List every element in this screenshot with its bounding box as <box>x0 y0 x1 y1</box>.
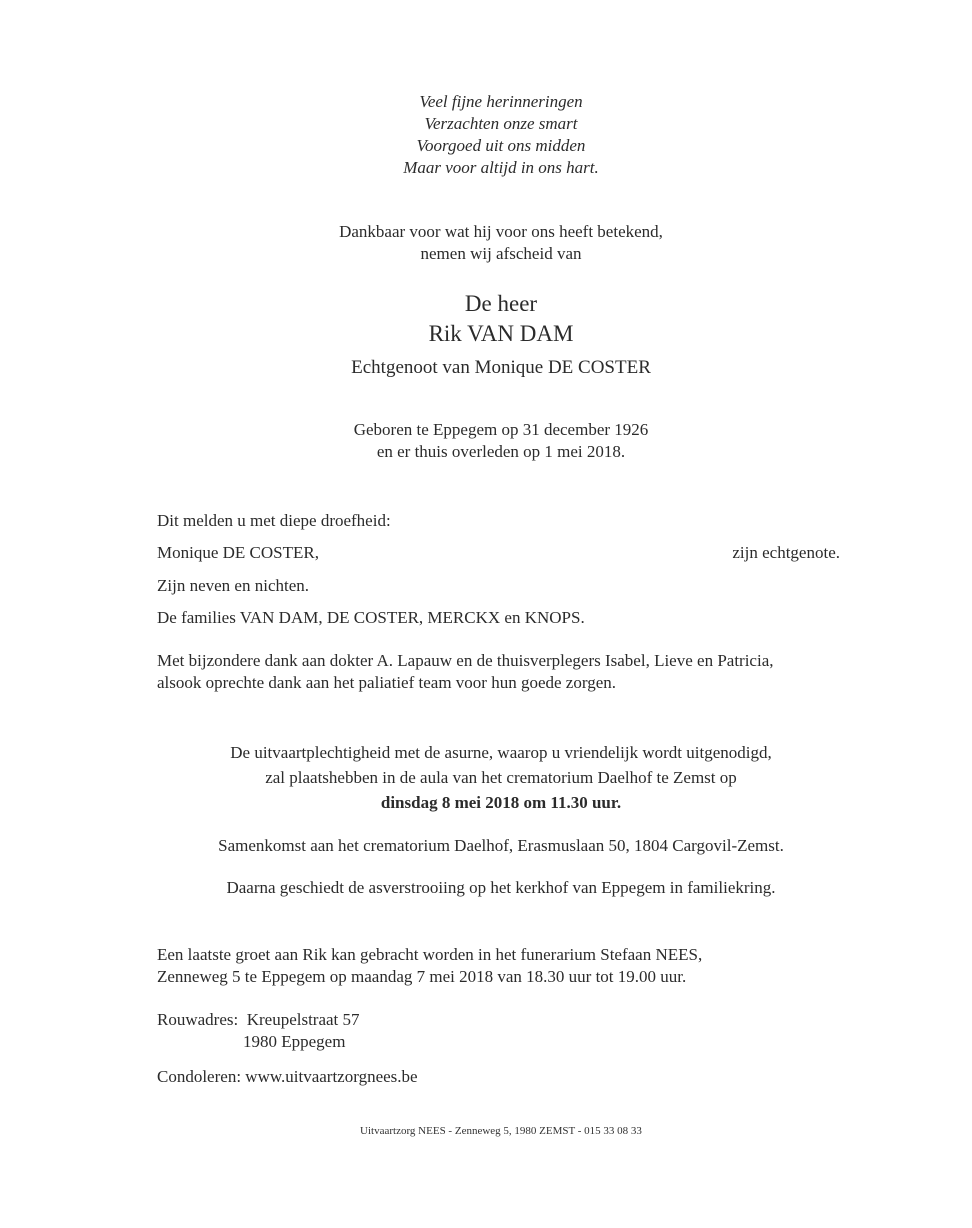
announce-heading: Dit melden u met diepe droefheid: <box>157 511 391 530</box>
thanks <box>157 650 774 694</box>
address-street: Kreupelstraat 57 <box>246 1010 360 1029</box>
birth-death <box>0 419 972 463</box>
poem-line: Veel fijne herinneringen <box>419 92 583 111</box>
address-label: Rouwadres: <box>157 1010 239 1029</box>
farewell <box>157 944 702 988</box>
deceased-title: De heer <box>464 291 538 316</box>
ceremony <box>0 740 972 815</box>
death-line: en er thuis overleden op 1 mei 2018. <box>376 442 626 461</box>
ceremony-line: De uitvaartplechtigheid met de asurne, waarop u vriendelijk wordt uitgenodigd, <box>230 743 772 762</box>
spouse-role: zijn echtgenote. <box>732 543 840 562</box>
scattering: Daarna geschiedt de asverstrooiing op het kerkhof van Eppegem in familiekring. <box>226 878 776 897</box>
thanks-line: Met bijzondere dank aan dokter A. Lapauw en de thuisverplegers Isabel, Lieve en Patricia, <box>157 651 774 670</box>
footer: Uitvaartzorg NEES - Zenneweg 5, 1980 ZEMST - 015 33 08 33 <box>360 1125 642 1137</box>
deceased-name: Rik VAN DAM <box>428 321 574 346</box>
families: De families VAN DAM, DE COSTER, MERCKX en KNOPS. <box>157 608 585 627</box>
gathering: Samenkomst aan het crematorium Daelhof, Erasmuslaan 50, 1804 Cargovil-Zemst. <box>218 836 784 855</box>
birth-line: Geboren te Eppegem op 31 december 1926 <box>353 420 649 439</box>
spouse-name: Monique DE COSTER, <box>157 543 319 562</box>
address-city: 1980 Eppegem <box>243 1032 346 1051</box>
intro-line: nemen wij afscheid van <box>420 244 582 263</box>
deceased-spouse: Echtgenoot van Monique DE COSTER <box>351 357 651 378</box>
ceremony-date: dinsdag 8 mei 2018 om 11.30 uur. <box>380 793 622 812</box>
intro <box>0 221 972 265</box>
poem-line: Maar voor altijd in ons hart. <box>403 158 599 177</box>
relatives: Zijn neven en nichten. <box>157 576 310 595</box>
poem <box>0 91 972 179</box>
thanks-line: alsook oprechte dank aan het paliatief team voor hun goede zorgen. <box>157 673 616 692</box>
poem-line: Verzachten onze smart <box>424 114 578 133</box>
mourning-address <box>157 1009 360 1053</box>
farewell-line: Zenneweg 5 te Eppegem op maandag 7 mei 2018 van 18.30 uur tot 19.00 uur. <box>157 967 687 986</box>
intro-line: Dankbaar voor wat hij voor ons heeft betekend, <box>339 222 663 241</box>
farewell-line: Een laatste groet aan Rik kan gebracht worden in het funerarium Stefaan NEES, <box>157 945 703 964</box>
ceremony-line: zal plaatshebben in de aula van het crematorium Daelhof te Zemst op <box>265 768 737 787</box>
poem-line: Voorgoed uit ons midden <box>416 136 586 155</box>
condolences: Condoleren: www.uitvaartzorgnees.be <box>157 1067 418 1086</box>
